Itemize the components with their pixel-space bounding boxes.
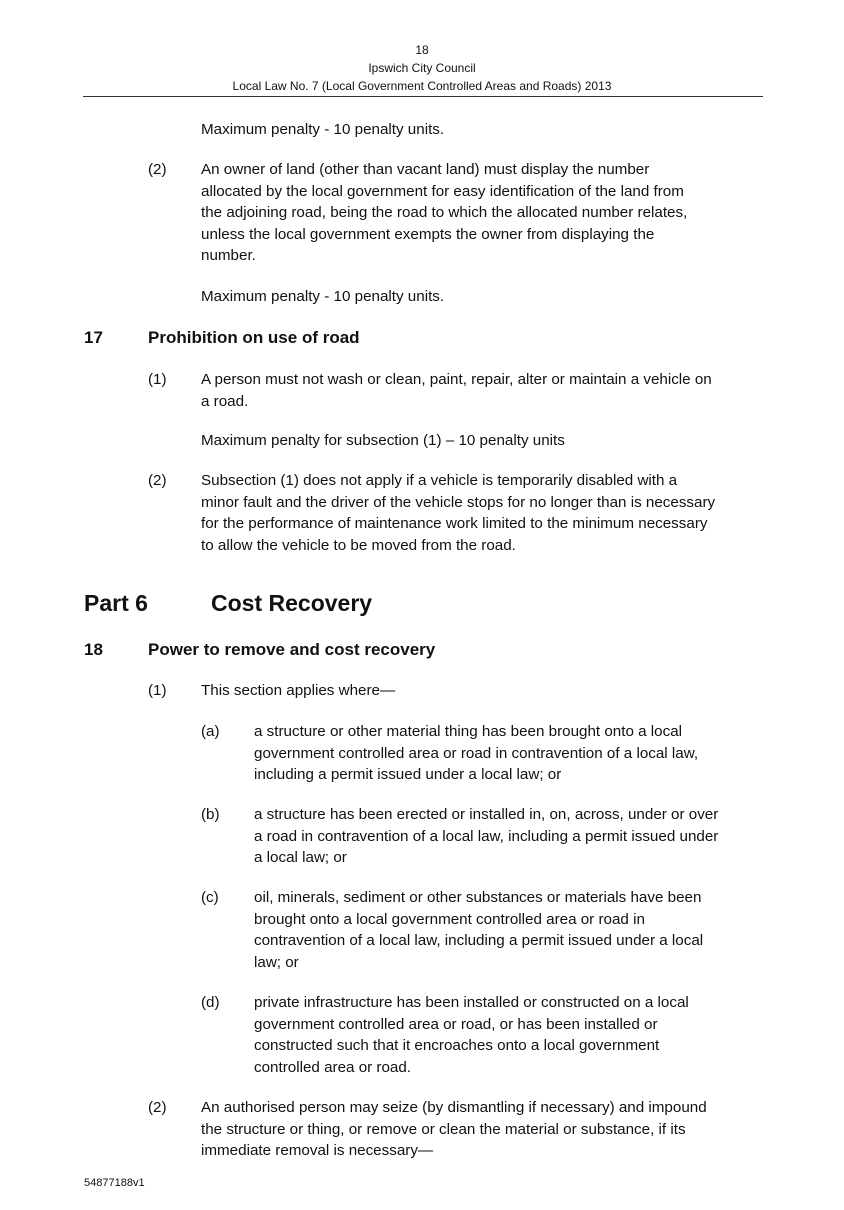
section-number: 18 [84, 640, 103, 659]
text-line: for the performance of maintenance work limited to the minimum necessary [201, 515, 708, 532]
text-line: allocated by the local government for easy identification of the land from [201, 182, 684, 200]
part-label: Part 6 [84, 590, 148, 616]
text-line: brought onto a local government controlled area or road in [254, 910, 645, 928]
text-line: the structure or thing, or remove or clean the material or substance, if its [201, 1120, 686, 1138]
penalty-text: Maximum penalty - 10 penalty units. [201, 121, 445, 138]
text-line: to allow the vehicle to be moved from the road. [201, 536, 516, 554]
text-line: number. [201, 247, 256, 264]
paragraph-number: (d) [201, 994, 220, 1011]
subsection-text [201, 369, 712, 412]
subsection-number: (1) [148, 682, 167, 699]
subsection-number: (2) [148, 161, 167, 178]
document-id: 54877188v1 [84, 1177, 145, 1189]
paragraph-text [254, 721, 698, 786]
text-line: constructed such that it encroaches onto a local government [254, 1037, 660, 1054]
section-title: Power to remove and cost recovery [148, 640, 436, 659]
text-line: unless the local government exempts the owner from displaying the [201, 225, 655, 243]
text-line: a road. [201, 392, 249, 410]
subsection-text [201, 1097, 707, 1162]
section-number: 17 [84, 328, 103, 347]
text-line: minor fault and the driver of the vehicle stops for no longer than is necessary [201, 493, 716, 511]
text-line: controlled area or road. [254, 1058, 412, 1076]
text-line: An authorised person may seize (by dismantling if necessary) and impound [201, 1099, 707, 1116]
paragraph-number: (b) [201, 806, 220, 823]
council-name: Ipswich City Council [368, 61, 476, 75]
subsection-number: (1) [148, 371, 167, 388]
paragraph-text [254, 992, 689, 1078]
text-line: An owner of land (other than vacant land) must display the number [201, 161, 650, 178]
text-line: immediate removal is necessary— [201, 1142, 434, 1159]
law-title: Local Law No. 7 (Local Government Controlled Areas and Roads) 2013 [232, 79, 612, 93]
subsection-text [201, 470, 715, 556]
header-rule [83, 96, 763, 97]
text-line: including a permit issued under a local law; or [254, 766, 562, 783]
paragraph-text [254, 804, 718, 869]
text-line: a local law; or [254, 849, 347, 866]
text-line: oil, minerals, sediment or other substances or materials have been [254, 889, 702, 906]
text-line: Subsection (1) does not apply if a vehicle is temporarily disabled with a [201, 472, 678, 489]
page-number: 18 [415, 43, 429, 57]
text-line: the adjoining road, being the road to which the allocated number relates, [201, 204, 688, 221]
subsection-text: This section applies where— [201, 682, 396, 699]
text-line: private infrastructure has been installed or constructed on a local [254, 994, 689, 1011]
penalty-text: Maximum penalty for subsection (1) – 10 penalty units [201, 432, 565, 449]
paragraph-number: (c) [201, 889, 219, 906]
subsection-number: (2) [148, 1099, 167, 1116]
text-line: government controlled area or road, or has been installed or [254, 1015, 658, 1033]
paragraph-text [254, 887, 703, 973]
text-line: a structure or other material thing has been brought onto a local [254, 723, 683, 740]
subsection-number: (2) [148, 472, 167, 489]
text-line: a road in contravention of a local law, including a permit issued under [254, 827, 719, 845]
part-title: Cost Recovery [211, 590, 373, 616]
paragraph-number: (a) [201, 723, 220, 740]
section-title: Prohibition on use of road [148, 328, 360, 347]
text-line: contravention of a local law, including a permit issued under a local [254, 932, 704, 949]
text-line: law; or [254, 953, 299, 971]
penalty-text: Maximum penalty - 10 penalty units. [201, 288, 445, 305]
text-line: government controlled area or road in contravention of a local law, [254, 744, 699, 762]
text-line: a structure has been erected or installed in, on, across, under or over [254, 806, 719, 823]
subsection-text [201, 159, 687, 267]
text-line: A person must not wash or clean, paint, repair, alter or maintain a vehicle on [201, 371, 712, 388]
